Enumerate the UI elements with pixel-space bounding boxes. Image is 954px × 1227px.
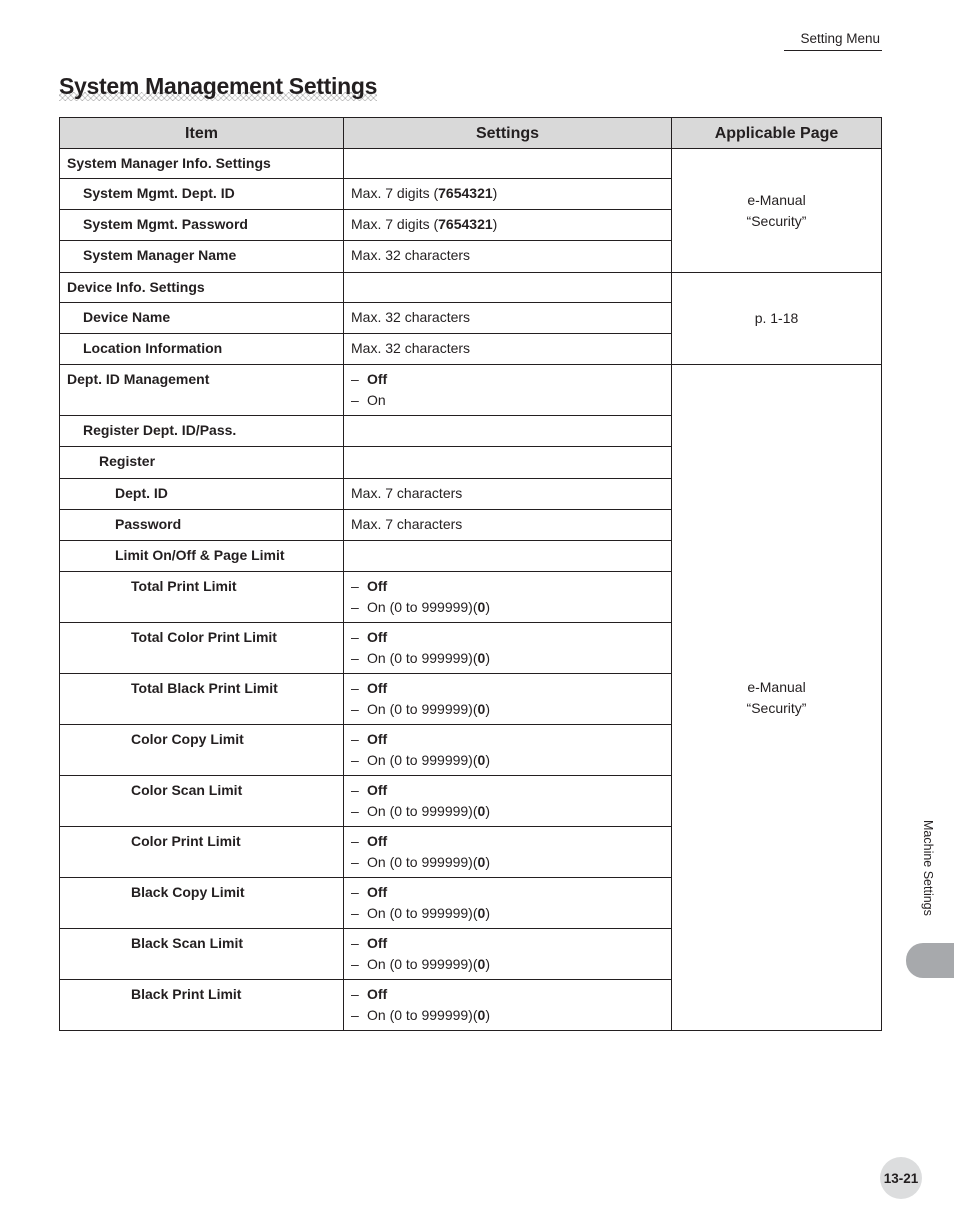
setting-text: Max. 7 characters bbox=[351, 516, 463, 532]
setting-text: Max. 32 characters bbox=[351, 309, 471, 325]
item-cell: Black Copy Limit bbox=[60, 878, 344, 929]
default-value: 0 bbox=[477, 599, 486, 615]
item-cell: System Mgmt. Dept. ID bbox=[60, 179, 344, 210]
setting-option bbox=[351, 831, 665, 852]
chapter-tab[interactable] bbox=[906, 943, 954, 978]
dash-bullet: – bbox=[351, 935, 359, 951]
dash-bullet: – bbox=[351, 599, 359, 615]
settings-cell bbox=[344, 241, 672, 273]
default-value: 0 bbox=[477, 905, 486, 921]
settings-cell bbox=[344, 725, 672, 776]
settings-cell bbox=[344, 273, 672, 303]
chapter-side-label: Machine Settings bbox=[921, 820, 935, 916]
dash-bullet: – bbox=[351, 680, 359, 696]
setting-option bbox=[351, 729, 665, 750]
default-value: Off bbox=[367, 578, 388, 594]
settings-cell bbox=[344, 334, 672, 365]
setting-option bbox=[351, 369, 665, 390]
item-cell: Device Info. Settings bbox=[60, 273, 344, 303]
setting-text: On (0 to 999999)( bbox=[367, 599, 478, 615]
default-value: Off bbox=[367, 884, 388, 900]
setting-text: On (0 to 999999)( bbox=[367, 803, 478, 819]
item-cell: Black Scan Limit bbox=[60, 929, 344, 980]
setting-text: ) bbox=[485, 752, 490, 768]
dash-bullet: – bbox=[351, 833, 359, 849]
item-cell: Password bbox=[60, 510, 344, 541]
settings-cell bbox=[344, 510, 672, 541]
setting-text: ) bbox=[485, 803, 490, 819]
item-cell: Dept. ID Management bbox=[60, 365, 344, 416]
applicable-page-reference[interactable]: e-Manual bbox=[747, 191, 806, 208]
setting-value bbox=[351, 183, 665, 204]
settings-cell bbox=[344, 572, 672, 623]
default-value: 0 bbox=[477, 854, 486, 870]
setting-option bbox=[351, 699, 665, 720]
settings-cell bbox=[344, 447, 672, 479]
table-row bbox=[60, 365, 882, 416]
setting-text: Max. 7 digits ( bbox=[351, 185, 439, 201]
item-cell: System Manager Name bbox=[60, 241, 344, 273]
applicable-page-cell bbox=[672, 149, 882, 273]
item-cell: Dept. ID bbox=[60, 479, 344, 510]
setting-option bbox=[351, 576, 665, 597]
dash-bullet: – bbox=[351, 986, 359, 1002]
dash-bullet: – bbox=[351, 1007, 359, 1023]
setting-text: ) bbox=[485, 599, 490, 615]
settings-cell bbox=[344, 878, 672, 929]
item-cell: Color Scan Limit bbox=[60, 776, 344, 827]
item-cell: Total Color Print Limit bbox=[60, 623, 344, 674]
dash-bullet: – bbox=[351, 731, 359, 747]
default-value: 0 bbox=[477, 1007, 486, 1023]
dash-bullet: – bbox=[351, 392, 359, 408]
column-header-applicable-page: Applicable Page bbox=[672, 118, 882, 149]
item-cell: System Manager Info. Settings bbox=[60, 149, 344, 179]
applicable-page-reference[interactable]: “Security” bbox=[746, 699, 807, 716]
item-cell: Device Name bbox=[60, 303, 344, 334]
setting-text: On (0 to 999999)( bbox=[367, 956, 478, 972]
table-body bbox=[60, 149, 882, 1031]
applicable-page-reference[interactable]: e-Manual bbox=[747, 678, 806, 695]
default-value: 0 bbox=[477, 803, 486, 819]
dash-bullet: – bbox=[351, 650, 359, 666]
setting-text: On (0 to 999999)( bbox=[367, 701, 478, 717]
settings-cell bbox=[344, 179, 672, 210]
setting-option bbox=[351, 750, 665, 771]
default-value: Off bbox=[367, 680, 388, 696]
item-cell: Color Print Limit bbox=[60, 827, 344, 878]
setting-option bbox=[351, 984, 665, 1005]
setting-value bbox=[351, 214, 665, 235]
setting-text: Max. 7 digits ( bbox=[351, 216, 439, 232]
setting-text: Max. 7 characters bbox=[351, 485, 463, 501]
default-value: Off bbox=[367, 629, 388, 645]
settings-cell bbox=[344, 303, 672, 334]
setting-option bbox=[351, 780, 665, 801]
setting-option bbox=[351, 933, 665, 954]
dash-bullet: – bbox=[351, 956, 359, 972]
settings-cell bbox=[344, 776, 672, 827]
setting-value bbox=[351, 245, 665, 266]
settings-cell bbox=[344, 541, 672, 572]
table-row bbox=[60, 149, 882, 179]
dash-bullet: – bbox=[351, 854, 359, 870]
dash-bullet: – bbox=[351, 371, 359, 387]
setting-option bbox=[351, 597, 665, 618]
setting-option bbox=[351, 627, 665, 648]
setting-text: ) bbox=[485, 905, 490, 921]
item-cell: Limit On/Off & Page Limit bbox=[60, 541, 344, 572]
setting-text: On (0 to 999999)( bbox=[367, 854, 478, 870]
setting-option bbox=[351, 1005, 665, 1026]
setting-text: ) bbox=[492, 185, 498, 201]
settings-cell bbox=[344, 210, 672, 241]
setting-text: ) bbox=[485, 854, 490, 870]
dash-bullet: – bbox=[351, 905, 359, 921]
item-cell: Register Dept. ID/Pass. bbox=[60, 416, 344, 447]
setting-option bbox=[351, 882, 665, 903]
setting-value bbox=[351, 514, 665, 535]
setting-value bbox=[351, 307, 665, 328]
setting-option bbox=[351, 648, 665, 669]
settings-cell bbox=[344, 416, 672, 447]
item-cell: Color Copy Limit bbox=[60, 725, 344, 776]
setting-option bbox=[351, 390, 665, 411]
applicable-page-cell bbox=[672, 273, 882, 365]
setting-text: On bbox=[367, 392, 386, 408]
settings-cell bbox=[344, 365, 672, 416]
setting-text: ) bbox=[485, 701, 490, 717]
setting-text: ) bbox=[492, 216, 498, 232]
default-value: 0 bbox=[477, 956, 486, 972]
default-value: 0 bbox=[477, 701, 486, 717]
setting-option bbox=[351, 852, 665, 873]
item-cell: System Mgmt. Password bbox=[60, 210, 344, 241]
dash-bullet: – bbox=[351, 803, 359, 819]
item-cell: Total Print Limit bbox=[60, 572, 344, 623]
table-header-row bbox=[60, 118, 882, 149]
setting-option bbox=[351, 954, 665, 975]
item-cell: Total Black Print Limit bbox=[60, 674, 344, 725]
settings-cell bbox=[344, 479, 672, 510]
page-number: 13-21 bbox=[880, 1157, 922, 1199]
setting-text: ) bbox=[485, 1007, 490, 1023]
setting-text: Max. 32 characters bbox=[351, 247, 471, 263]
default-value: 0 bbox=[477, 752, 486, 768]
running-head bbox=[784, 30, 882, 51]
default-value: Off bbox=[367, 371, 388, 387]
default-value: Off bbox=[367, 935, 388, 951]
default-value: Off bbox=[367, 986, 388, 1002]
settings-cell bbox=[344, 674, 672, 725]
running-head-text: Setting Menu bbox=[800, 31, 880, 46]
dash-bullet: – bbox=[351, 884, 359, 900]
page-title: System Management Settings bbox=[59, 73, 378, 99]
setting-option bbox=[351, 678, 665, 699]
item-cell: Black Print Limit bbox=[60, 980, 344, 1031]
setting-text: On (0 to 999999)( bbox=[367, 650, 478, 666]
dash-bullet: – bbox=[351, 578, 359, 594]
default-value: 7654321 bbox=[438, 216, 493, 232]
setting-option bbox=[351, 801, 665, 822]
setting-text: ) bbox=[485, 956, 490, 972]
setting-text: Max. 32 characters bbox=[351, 340, 471, 356]
settings-cell bbox=[344, 149, 672, 179]
dash-bullet: – bbox=[351, 752, 359, 768]
applicable-page-reference[interactable]: “Security” bbox=[746, 212, 807, 229]
applicable-page-cell bbox=[672, 365, 882, 1031]
dash-bullet: – bbox=[351, 629, 359, 645]
settings-cell bbox=[344, 929, 672, 980]
default-value: Off bbox=[367, 833, 388, 849]
setting-text: On (0 to 999999)( bbox=[367, 905, 478, 921]
setting-value bbox=[351, 483, 665, 504]
default-value: Off bbox=[367, 782, 388, 798]
settings-cell bbox=[344, 827, 672, 878]
settings-cell bbox=[344, 980, 672, 1031]
default-value: 7654321 bbox=[438, 185, 493, 201]
item-cell: Register bbox=[60, 447, 344, 479]
settings-table bbox=[59, 117, 882, 1031]
setting-text: ) bbox=[485, 650, 490, 666]
dash-bullet: – bbox=[351, 782, 359, 798]
setting-option bbox=[351, 903, 665, 924]
column-header-settings: Settings bbox=[344, 118, 672, 149]
setting-text: On (0 to 999999)( bbox=[367, 1007, 478, 1023]
setting-text: On (0 to 999999)( bbox=[367, 752, 478, 768]
default-value: 0 bbox=[477, 650, 486, 666]
table-row bbox=[60, 273, 882, 303]
dash-bullet: – bbox=[351, 701, 359, 717]
column-header-item: Item bbox=[60, 118, 344, 149]
settings-cell bbox=[344, 623, 672, 674]
applicable-page-reference[interactable]: p. 1-18 bbox=[754, 310, 799, 326]
item-cell: Location Information bbox=[60, 334, 344, 365]
default-value: Off bbox=[367, 731, 388, 747]
setting-value bbox=[351, 338, 665, 359]
